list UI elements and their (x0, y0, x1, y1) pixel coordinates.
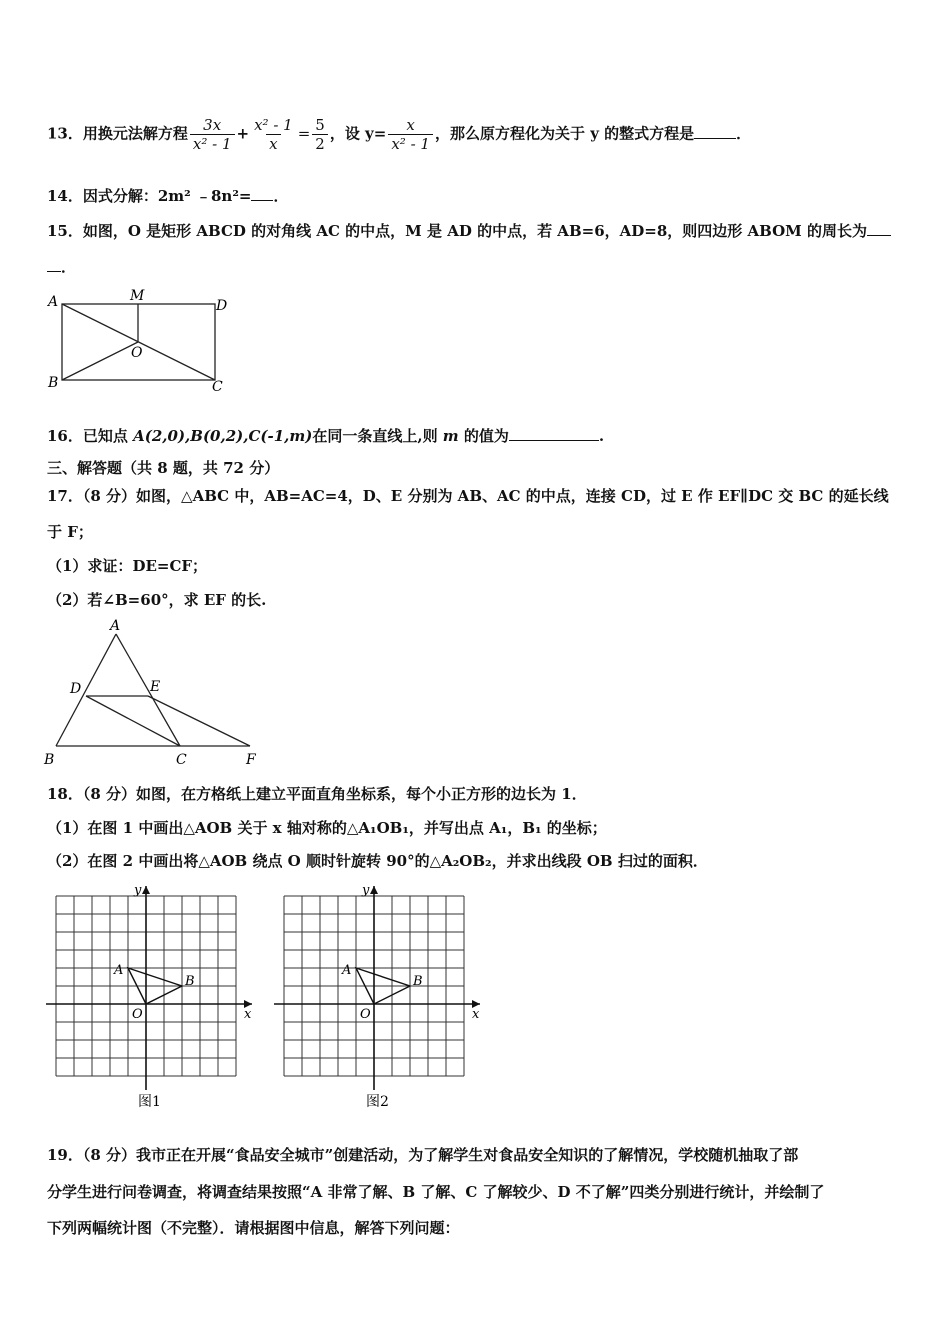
q15-rectangle-figure (40, 285, 240, 395)
q16-points: A(2,0),B(0,2),C(-1,m) (133, 427, 313, 445)
point-a-label: A (114, 963, 124, 978)
q18-part2-text: （2）在图 2 中画出将△AOB 绕点 O 顺时针旋转 90°的△A₂OB₂，并求出线段 OB 扫过的面积． (47, 852, 708, 870)
q19-text-line1: 19．（8 分）我市正在开展“食品安全城市”创建活动，为了解学生对食品安全知识的了解情况，学校随机抽取了部 (47, 1146, 799, 1164)
q18-grid-figure-2 (270, 878, 490, 1108)
q19-text-line2: 分学生进行问卷调查，将调查结果按照“A 非常了解、B 了解、C 了解较少、D 不了解”四类分别进行统计，并绘制了 (47, 1183, 825, 1201)
q16-label: 16．已知点 (47, 427, 134, 445)
label-d: D (216, 298, 228, 314)
q17-text-line1: 17．（8 分）如图，△ABC 中，AB=AC=4，D、E 分别为 AB、AC 的中点，连接 CD，过 E 作 EF∥DC 交 BC 的延长线 (47, 487, 889, 505)
q15-end: ． (61, 258, 77, 276)
q18-grid-figure-1 (42, 878, 262, 1108)
axis-y-label: y (362, 883, 370, 898)
q13-equals: = (297, 124, 311, 143)
q19-text-line3: 下列两幅统计图（不完整）．请根据图中信息，解答下列问题： (47, 1219, 460, 1237)
axis-x-label: x (472, 1007, 480, 1022)
section-3-title (47, 458, 279, 478)
label-a: A (48, 294, 59, 310)
q14-answer-blank[interactable] (251, 186, 273, 201)
label-c: C (176, 752, 187, 768)
section-3-text: 三、解答题（共 8 题，共 72 分） (47, 459, 280, 477)
q13-substitution: ，设 y= (329, 124, 387, 143)
q18-text: 18．（8 分）如图，在方格纸上建立平面直角坐标系，每个小正方形的边长为 1． (47, 785, 587, 803)
q13-question-text: ，那么原方程化为关于 y 的整式方程是 (434, 124, 695, 143)
q13-answer-blank[interactable] (694, 124, 736, 139)
q16-end: . (598, 427, 605, 445)
q15-text: 15．如图，O 是矩形 ABCD 的对角线 AC 的中点，M 是 AD 的中点，若 AB=6，AD=8，则四边形 ABOM 的周长为 (47, 222, 867, 240)
question-17 (47, 486, 889, 506)
q15-answer-blank-2[interactable] (47, 257, 61, 272)
segment-ef (148, 696, 250, 746)
point-o-label: O (360, 1007, 371, 1022)
axis-y-label: y (134, 883, 142, 898)
label-a: A (110, 618, 121, 634)
label-b: B (44, 752, 55, 768)
q16-variable: m (442, 427, 459, 445)
q13-end: ． (736, 124, 752, 143)
figure-caption: 图2 (366, 1094, 389, 1108)
q13-label: 13．用换元法解方程 (47, 124, 188, 143)
q17-triangle-figure (40, 616, 270, 774)
y-axis-arrow-icon (142, 886, 150, 894)
q17-part1-text: （1）求证：DE=CF； (47, 557, 208, 575)
q13-fraction-2: $\frac{\text{x² - 1}}{x}$ (254, 116, 293, 153)
q13-fraction-4: $\frac{x}{\text{x² - 1}}$ (388, 116, 433, 153)
side-ab (56, 634, 116, 746)
segment-bo (62, 342, 138, 380)
q17-text-line2: 于 F； (47, 523, 93, 541)
question-15 (47, 221, 891, 241)
q16-text: 在同一条直线上,则 (312, 427, 443, 445)
point-b-label: B (413, 974, 423, 989)
question-19-cont2 (47, 1218, 460, 1238)
question-17-cont (47, 522, 93, 542)
label-c: C (212, 379, 223, 395)
question-15-cont (47, 257, 76, 277)
label-b: B (48, 375, 59, 391)
question-17-part2 (47, 590, 266, 610)
figure-caption: 图1 (138, 1094, 161, 1108)
question-14 (47, 186, 288, 206)
point-a-label: A (342, 963, 352, 978)
question-18-part1 (47, 818, 607, 838)
label-f: F (246, 752, 256, 768)
question-16 (47, 426, 604, 446)
label-e: E (150, 679, 161, 695)
question-18-part2 (47, 851, 708, 871)
q13-fraction-3: $\frac{5}{2}$ (312, 116, 328, 153)
q16-text-2: 的值为 (458, 427, 509, 445)
q13-fraction-1: $\frac{3x}{\text{x² - 1}}$ (190, 116, 235, 153)
q18-part1-text: （1）在图 1 中画出△AOB 关于 x 轴对称的△A₁OB₁，并写出点 A₁，B₁ 的坐标； (47, 819, 607, 837)
point-b-label: B (185, 974, 195, 989)
q13-plus: + (236, 124, 250, 143)
q17-part2-text: （2）若∠B=60°，求 EF 的长. (47, 591, 267, 609)
axis-x-label: x (244, 1007, 252, 1022)
question-13 (47, 116, 751, 153)
question-17-part1 (47, 556, 207, 576)
question-19 (47, 1145, 798, 1165)
q14-end: ． (273, 187, 289, 205)
question-19-cont (47, 1182, 824, 1202)
label-d: D (70, 681, 82, 697)
label-o: O (131, 345, 143, 361)
y-axis-arrow-icon (370, 886, 378, 894)
point-o-label: O (132, 1007, 143, 1022)
question-18 (47, 784, 587, 804)
q16-answer-blank[interactable] (509, 426, 599, 441)
q14-text: 14．因式分解：2m² ﹣8n²= (47, 187, 252, 205)
label-m: M (130, 288, 145, 304)
q15-answer-blank-1[interactable] (867, 221, 891, 236)
